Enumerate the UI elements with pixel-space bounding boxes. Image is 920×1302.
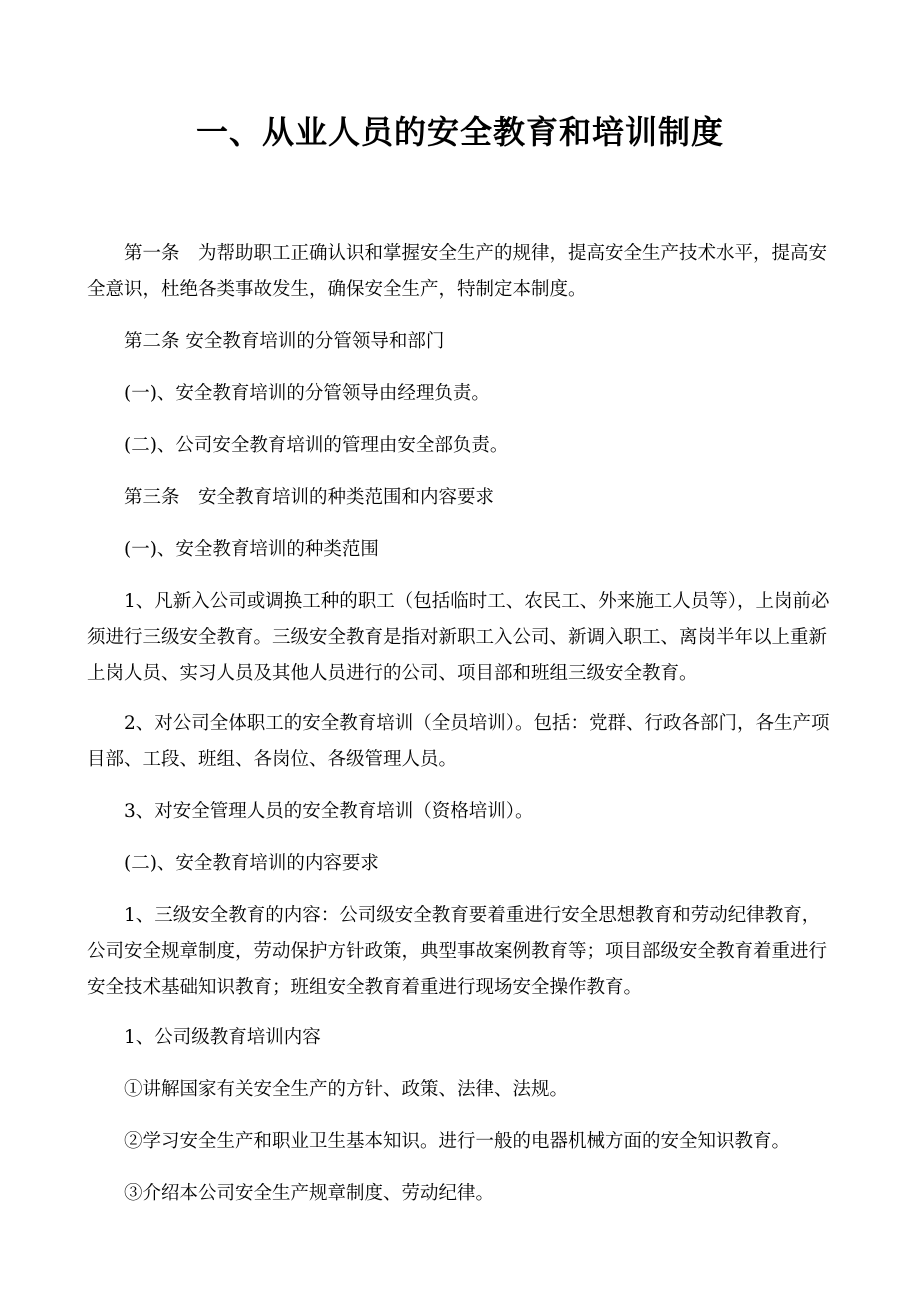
paragraph-item-3-2: (二)、安全教育培训的内容要求: [124, 853, 379, 874]
paragraph-scope-3: 3、对安全管理人员的安全教育培训（资格培训）。: [124, 801, 534, 822]
paragraph-scope-1: 1、凡新入公司或调换工种的职工（包括临时工、农民工、外来施工人员等），上岗前必须进行三级安全教育。三级安全教育是指对新职工入公司、新调入职工、离岗半年以上重新上岗人员、实习人员及其他人员进行的公司、项目部和班组三级安全教育。: [87, 591, 830, 684]
paragraph-article-1: 第一条 为帮助职工正确认识和掌握安全生产的规律，提高安全生产技术水平，提高安全意识，杜绝各类事故发生，确保安全生产，特制定本制度。: [87, 243, 828, 300]
paragraph-item-2-2: (二)、公司安全教育培训的管理由安全部负责。: [124, 435, 509, 456]
paragraph-list-item-3: ③介绍本公司安全生产规章制度、劳动纪律。: [124, 1183, 495, 1204]
document-title: 一、从业人员的安全教育和培训制度: [195, 113, 724, 151]
paragraph-content-1: 1、三级安全教育的内容：公司级安全教育要着重进行安全思想教育和劳动纪律教育，公司安全规章制度，劳动保护方针政策，典型事故案例教育等；项目部级安全教育着重进行安全技术基础知识教育；班组安全教育着重进行现场安全操作教育。: [87, 905, 828, 998]
paragraph-article-2: 第二条 安全教育培训的分管领导和部门: [124, 331, 445, 352]
paragraph-company-level: 1、公司级教育培训内容: [124, 1027, 321, 1048]
paragraph-list-item-2: ②学习安全生产和职业卫生基本知识。进行一般的电器机械方面的安全知识教育。: [124, 1131, 791, 1152]
paragraph-item-3-1: (一)、安全教育培训的种类范围: [124, 539, 379, 560]
paragraph-list-item-1: ①讲解国家有关安全生产的方针、政策、法律、法规。: [124, 1079, 569, 1100]
paragraph-scope-2: 2、对公司全体职工的安全教育培训（全员培训）。包括：党群、行政各部门，各生产项目部、工段、班组、各岗位、各级管理人员。: [87, 713, 830, 770]
paragraph-article-3: 第三条 安全教育培训的种类范围和内容要求: [124, 487, 495, 508]
paragraph-item-2-1: (一)、安全教育培训的分管领导由经理负责。: [124, 383, 490, 404]
